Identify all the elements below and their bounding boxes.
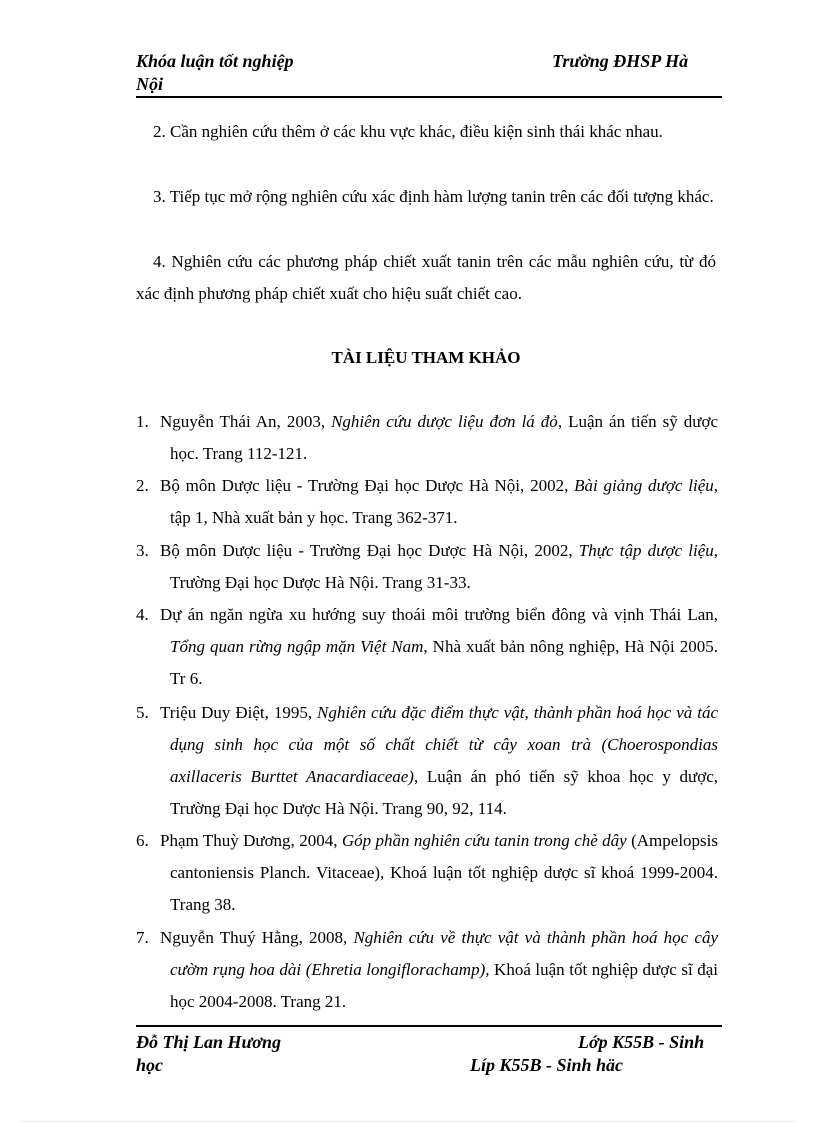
- page-edge-dots: [20, 1121, 796, 1122]
- reference-number: 2.: [136, 476, 149, 495]
- paragraph-4: 4. Nghiên cứu các phương pháp chiết xuất tanin trên các mẫu nghiên cứu, từ đó xác định phương pháp chiết xuất cho hiệu suất chiết cao.: [136, 252, 716, 303]
- reference-item: 4. Dự án ngăn ngừa xu hướng suy thoái môi trường biển đông và vịnh Thái Lan, Tổng quan rừng ngập mặn Việt Nam, Nhà xuất bản nông nghiệp, Hà Nội 2005. Tr 6.: [136, 599, 718, 695]
- reference-number: 5.: [136, 703, 149, 722]
- reference-number: 4.: [136, 605, 149, 624]
- footer-rule: [136, 1025, 722, 1027]
- reference-number: 1.: [136, 412, 149, 431]
- reference-item: 3. Bộ môn Dược liệu - Trường Đại học Dược Hà Nội, 2002, Thực tập dược liệu, Trường Đại học Dược Hà Nội. Trang 31-33.: [136, 535, 718, 599]
- header-continuation: Nội: [136, 74, 163, 94]
- reference-number: 6.: [136, 831, 149, 850]
- reference-item: 1. Nguyễn Thái An, 2003, Nghiên cứu dược liệu đơn lá đỏ, Luận án tiến sỹ dược học. Trang 112-121.: [136, 406, 718, 470]
- header-university: Trường ĐHSP Hà: [552, 51, 689, 71]
- reference-item: 2. Bộ môn Dược liệu - Trường Đại học Dược Hà Nội, 2002, Bài giảng dược liệu, tập 1, Nhà xuất bản y học. Trang 362-371.: [136, 470, 718, 534]
- reference-number: 7.: [136, 928, 149, 947]
- header-school-label: Khóa luận tốt nghiệp: [136, 51, 294, 71]
- reference-item: 7. Nguyễn Thuý Hằng, 2008, Nghiên cứu về thực vật và thành phần hoá học cây cườm rụng hoa dài (Ehretia longiflorachamp), Khoá luận tốt nghiệp dược sĩ đại học 2004-2008. Trang 21.: [136, 922, 718, 1018]
- header-rule: [136, 96, 722, 98]
- footer-class-legacy: Líp K55B - Sinh häc: [470, 1055, 624, 1075]
- reference-number: 3.: [136, 541, 149, 560]
- reference-item: 5. Triệu Duy Điệt, 1995, Nghiên cứu đặc điểm thực vật, thành phần hoá học và tác dụng sinh học của một số chất chiết từ cây xoan trà (Choerospondias axillaceris Burttet Anacardiaceae), Luận án phó tiến sỹ khoa học y dược, Trường Đại học Dược Hà Nội. Trang 90, 92, 114.: [136, 697, 718, 825]
- footer-continuation: học: [136, 1055, 163, 1075]
- paragraph-2: 2. Cần nghiên cứu thêm ở các khu vực khác, điều kiện sinh thái khác nhau.: [153, 122, 663, 141]
- footer-author: Đỗ Thị Lan Hương: [136, 1032, 281, 1052]
- footer-class: Lớp K55B - Sinh: [578, 1032, 705, 1052]
- reference-item: 6. Phạm Thuỳ Dương, 2004, Góp phần nghiên cứu tanin trong chè dây (Ampelopsis cantoniensis Planch. Vitaceae), Khoá luận tốt nghiệp dược sĩ khoá 1999-2004. Trang 38.: [136, 825, 718, 921]
- paragraph-3: 3. Tiếp tục mở rộng nghiên cứu xác định hàm lượng tanin trên các đối tượng khác.: [153, 187, 714, 206]
- references-title: TÀI LIỆU THAM KHẢO: [331, 348, 521, 367]
